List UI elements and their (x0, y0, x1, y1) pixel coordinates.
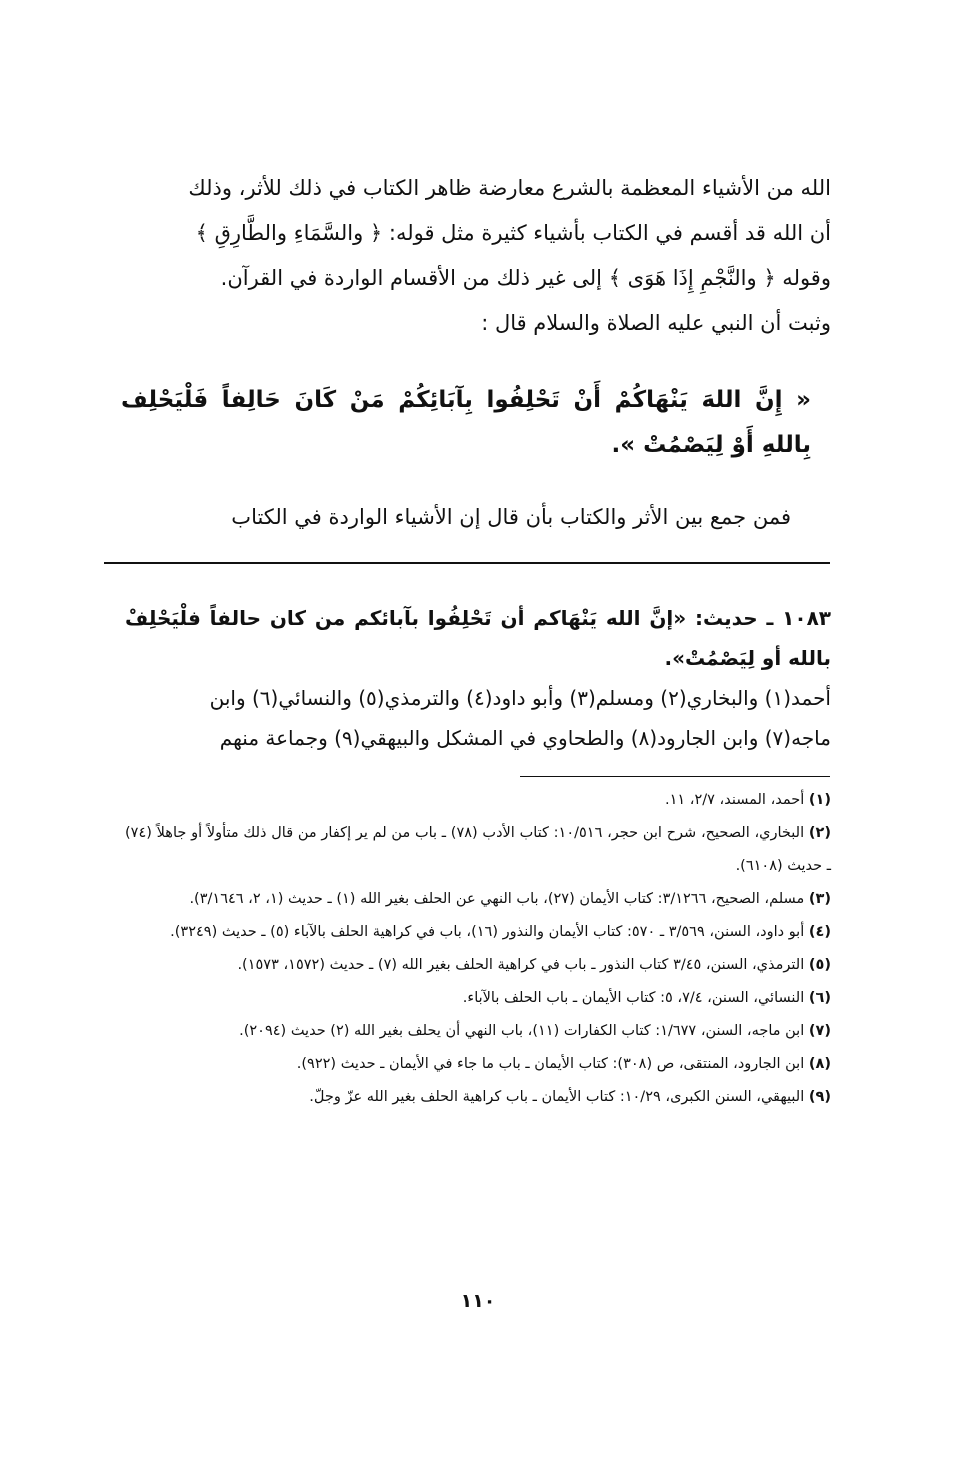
footnote (125, 784, 831, 817)
main-divider (104, 562, 830, 564)
footnote-number: (٦) (808, 990, 831, 1006)
footnote-number: (٧) (808, 1023, 831, 1039)
footnotes (125, 784, 831, 1114)
footnote (125, 817, 831, 883)
footnote (125, 1015, 831, 1048)
footnote (125, 1081, 831, 1114)
footnote-number: (٣) (808, 891, 831, 907)
takhrij-sources: أحمد(١) والبخاري(٢) ومسلم(٣) وأبو داود(٤) والترمذي(٥) والنسائي(٦) وابن (209, 686, 831, 710)
footnote-number: (٤) (808, 924, 831, 940)
main-text-line: الله من الأشياء المعظمة بالشرع معارضة ظاهر الكتاب في ذلك للأثر، وذلك (188, 176, 831, 200)
hadith-quote: « إِنَّ اللهَ يَنْهَاكُمْ أَنْ تَحْلِفُوا بِآبَائِكُمْ مَنْ كَانَ حَالِفاً فَلْيَحْلِف بِاللهِ أَوْ لِيَصْمُتْ ». (121, 387, 811, 458)
footnote-text: النسائي، السنن، ٧/٤، ٥: كتاب الأيمان ـ باب الحلف بالآباء. (462, 990, 805, 1006)
footnote-number: (٢) (808, 825, 832, 841)
footnote-number: (٥) (808, 957, 831, 973)
footnote-number: (٨) (808, 1056, 831, 1072)
footnote-divider (520, 776, 830, 777)
footnote-number: (١) (808, 792, 831, 808)
continuation-text: فمن جمع بين الأثر والكتاب بأن قال إن الأشياء الواردة في الكتاب (231, 505, 791, 529)
main-text-line: وقوله ﴿ والنَّجْمِ إِذَا هَوَى ﴾ إلى غير ذلك من الأقسام الواردة في القرآن. (220, 266, 831, 290)
footnote-text: البيهقي، السنن الكبرى، ١٠/٢٩: كتاب الأيمان ـ باب كراهية الحلف بغير الله عزّ وجلّ. (309, 1089, 805, 1105)
takhrij-sources: ماجه(٧) وابن الجارود(٨) والطحاوي في المشكل والبيهقي(٩) وجماعة منهم (219, 726, 831, 750)
footnote-text: الترمذي، السنن، ٣/٤٥ كتاب النذور ـ باب في كراهية الحلف بغير الله (٧) ـ حديث (١٥٧٢، ١٥٧٣). (237, 957, 805, 973)
footnote (125, 1048, 831, 1081)
footnote (125, 949, 831, 982)
takhrij-section (125, 598, 831, 758)
takhrij-heading: ١٠٨٣ ـ حديث: «إنَّ الله يَنْهَاكم أن تَحْلِفُوا بآبائكم من كان حالفاً فلْيَحْلِفْ بالله أو لِيَصْمُتْ». (125, 606, 831, 670)
main-text-line: وثبت أن النبي عليه الصلاة والسلام قال : (481, 311, 831, 335)
footnote (125, 916, 831, 949)
footnote (125, 982, 831, 1015)
footnote-number: (٩) (808, 1089, 831, 1105)
footnote (125, 883, 831, 916)
main-text-line: أن الله قد أقسم في الكتاب بأشياء كثيرة مثل قوله: ﴿ والسَّمَاءِ والطَّارِقِ ﴾ (195, 221, 831, 245)
footnote-text: ابن الجارود، المنتقى، ص (٣٠٨): كتاب الأيمان ـ باب ما جاء في الأيمان ـ حديث (٩٢٢). (296, 1056, 805, 1072)
footnote-text: أبو داود، السنن، ٣/٥٦٩ ـ ٥٧٠: كتاب الأيمان والنذور (١٦)، باب في كراهية الحلف بالآباء (٥) ـ حديث (٣٢٤٩). (170, 924, 805, 940)
footnote-text: ابن ماجه، السنن، ١/٦٧٧: كتاب الكفارات (١١)، باب النهي أن يحلف بغير الله (٢) حديث (٢٠٩٤). (239, 1023, 805, 1039)
footnote-text: البخاري، الصحيح، شرح ابن حجر، ١٠/٥١٦: كتاب الأدب (٧٨) ـ باب من لم ير إكفار من قال ذلك متأولاً أو جاهلاً (٧٤) ـ حديث (٦١٠٨). (125, 825, 831, 874)
footnote-text: مسلم، الصحيح، ٣/١٢٦٦: كتاب الأيمان (٢٧)، باب النهي عن الحلف بغير الله (١) ـ حديث (١، ٢، ٣/١٦٤٦). (189, 891, 805, 907)
page-number: ١١٠ (460, 1290, 496, 1312)
main-text (125, 166, 831, 346)
footnote-text: أحمد، المسند، ٢/٧، ١١. (664, 792, 805, 808)
